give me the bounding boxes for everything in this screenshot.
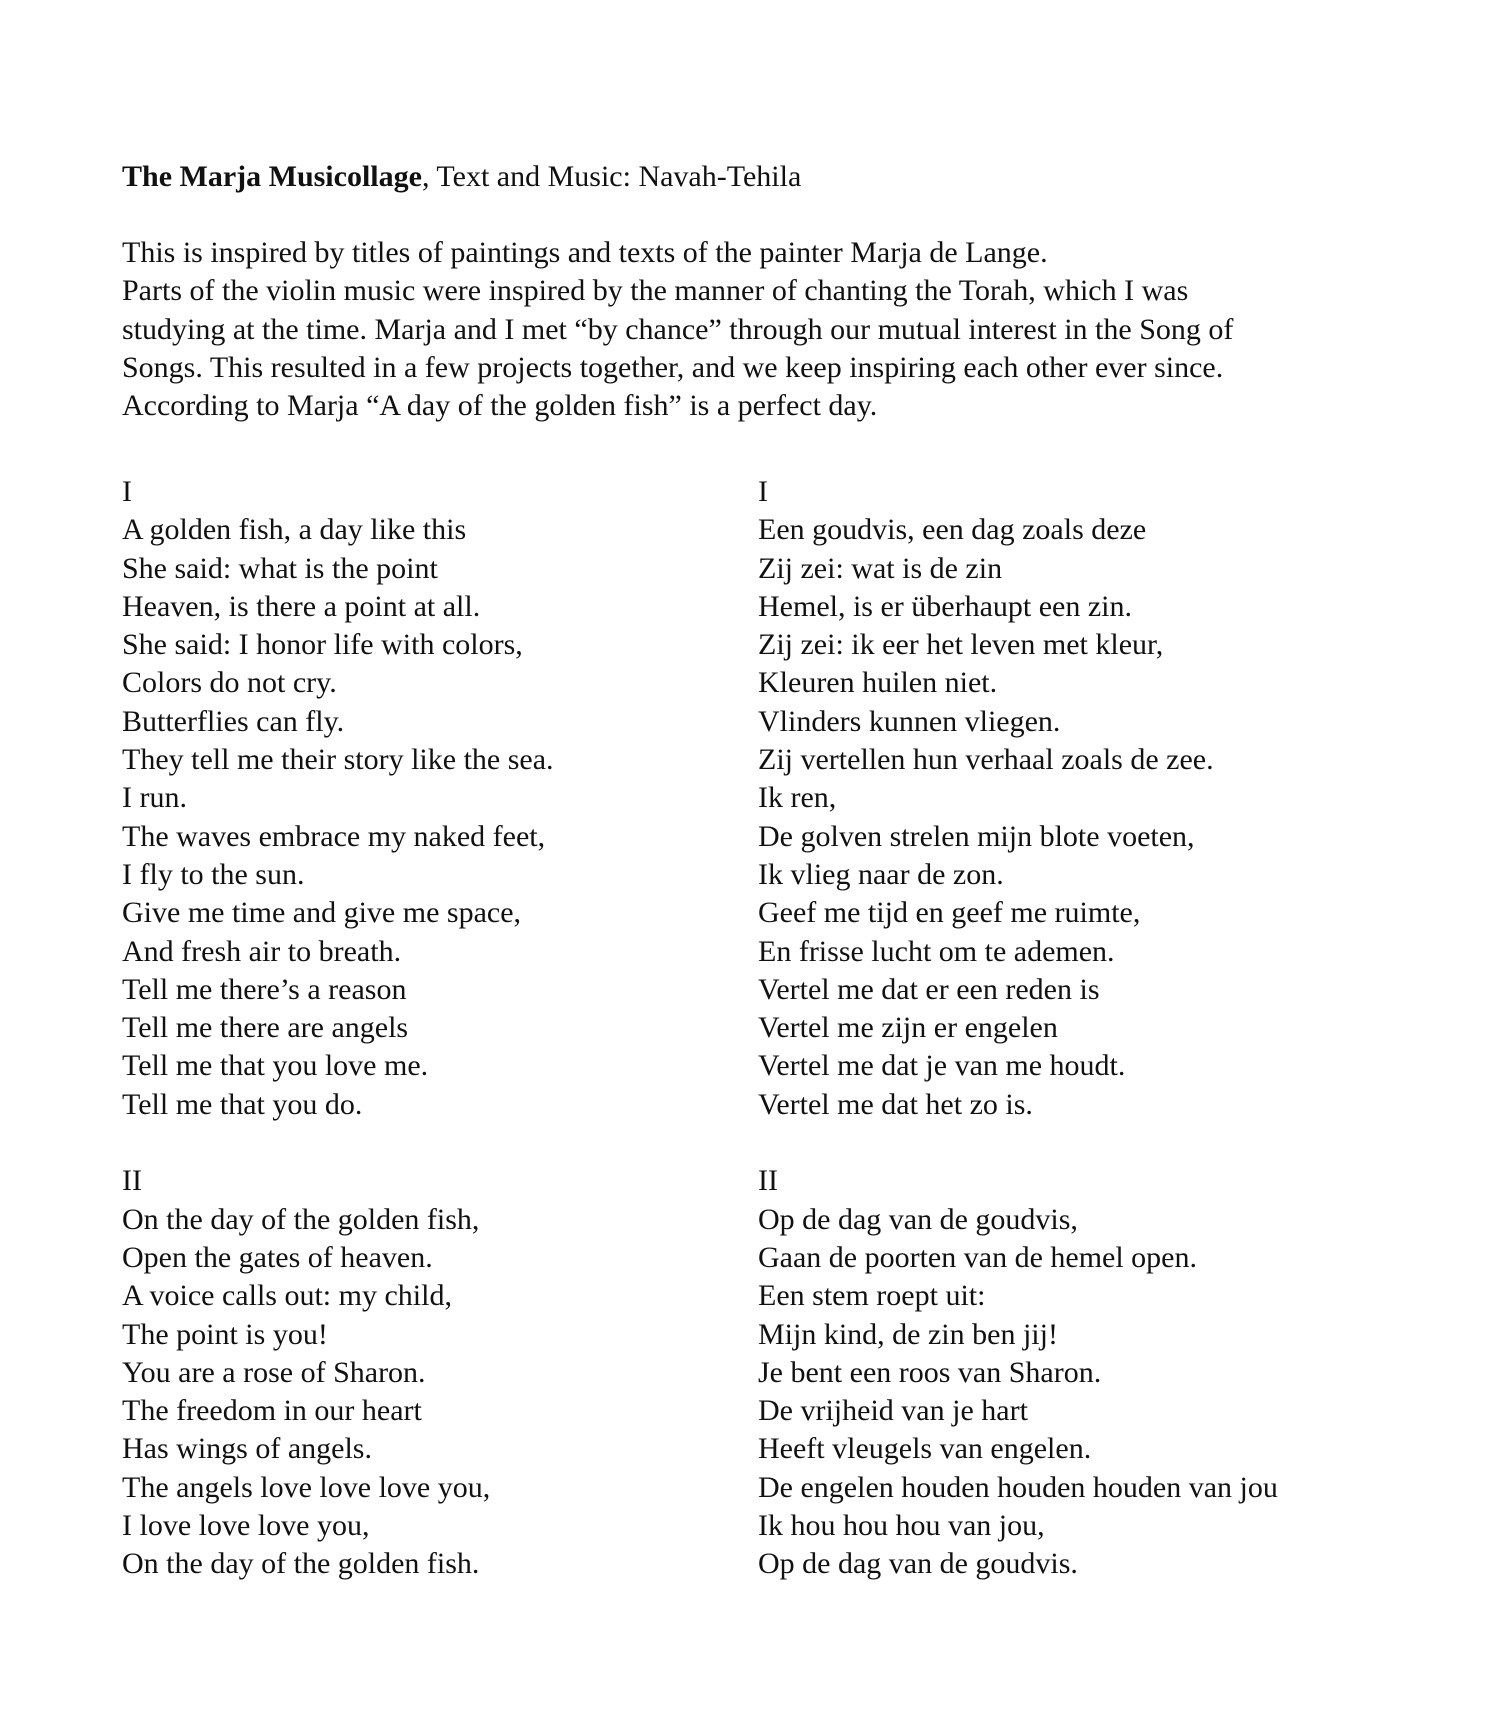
lyric-line: Mijn kind, de zin ben jij! (758, 1317, 1058, 1351)
lyric-line: De golven strelen mijn blote voeten, (758, 819, 1195, 853)
lyric-line: Een stem roept uit: (758, 1279, 986, 1313)
lyric-line: Op de dag van de goudvis, (758, 1202, 1078, 1236)
english-column (122, 473, 742, 1622)
lyric-line: Zij zei: wat is de zin (758, 551, 1003, 585)
lyric-line: Tell me there are angels (122, 1011, 409, 1045)
lyric-line: On the day of the golden fish, (122, 1202, 480, 1236)
document-subtitle: , Text and Music: Navah-Tehila (421, 160, 802, 193)
lyric-line: Ik ren, (758, 781, 837, 815)
dutch-column (758, 473, 1372, 1622)
intro-line: According to Marja “A day of the golden fish” is a perfect day. (122, 389, 878, 423)
lyric-line: Geef me tijd en geef me ruimte, (758, 896, 1141, 930)
lyric-line: Open the gates of heaven. (122, 1240, 433, 1274)
lyric-line: The point is you! (122, 1317, 328, 1351)
lyric-line: I run. (122, 781, 187, 815)
intro-line: This is inspired by titles of paintings and texts of the painter Marja de Lange. (122, 236, 1048, 269)
document-title: The Marja Musicollage (122, 160, 422, 193)
lyric-line: Kleuren huilen niet. (758, 666, 998, 700)
lyric-line: Zij vertellen hun verhaal zoals de zee. (758, 743, 1214, 777)
lyric-line: De vrijheid van je hart (758, 1394, 1028, 1428)
lyric-line: Vlinders kunnen vliegen. (758, 704, 1061, 738)
lyric-line: The freedom in our heart (122, 1394, 422, 1428)
intro-paragraph (122, 234, 1372, 425)
english-stanza-2 (122, 1162, 742, 1583)
stanza-numeral: I (122, 475, 132, 508)
lyric-line: Zij zei: ik eer het leven met kleur, (758, 628, 1164, 662)
dutch-stanza-1 (758, 473, 1372, 1124)
lyric-line: Vertel me dat het zo is. (758, 1087, 1033, 1121)
lyric-line: Ik vlieg naar de zon. (758, 857, 1004, 891)
lyric-line: De engelen houden houden houden van jou (758, 1470, 1278, 1504)
lyric-line: Op de dag van de goudvis. (758, 1547, 1078, 1581)
lyric-line: And fresh air to breath. (122, 934, 402, 968)
document-heading (122, 158, 1372, 196)
lyric-line: Vertel me zijn er engelen (758, 1011, 1058, 1045)
lyric-line: You are a rose of Sharon. (122, 1355, 426, 1389)
stanza-numeral: II (122, 1164, 142, 1198)
lyric-line: En frisse lucht om te ademen. (758, 934, 1115, 968)
lyric-line: They tell me their story like the sea. (122, 743, 554, 777)
lyric-line: Hemel, is er überhaupt een zin. (758, 589, 1133, 623)
lyric-line: Je bent een roos van Sharon. (758, 1355, 1102, 1389)
lyric-line: She said: I honor life with colors, (122, 628, 523, 662)
lyric-line: Een goudvis, een dag zoals deze (758, 513, 1147, 547)
document-page (122, 158, 1372, 1581)
lyric-line: Ik hou hou hou van jou, (758, 1509, 1045, 1543)
lyric-line: The waves embrace my naked feet, (122, 819, 546, 853)
lyric-line: Heeft vleugels van engelen. (758, 1432, 1092, 1466)
lyric-line: Heaven, is there a point at all. (122, 589, 481, 623)
lyric-line: I love love love you, (122, 1509, 370, 1543)
lyric-line: Tell me that you do. (122, 1087, 363, 1121)
lyric-line: On the day of the golden fish. (122, 1547, 480, 1581)
dutch-stanza-2 (758, 1162, 1372, 1583)
lyric-line: The angels love love love you, (122, 1470, 491, 1504)
lyric-line: She said: what is the point (122, 551, 438, 585)
lyric-line: I fly to the sun. (122, 857, 305, 891)
lyric-line: Give me time and give me space, (122, 896, 522, 930)
lyric-line: A golden fish, a day like this (122, 513, 467, 547)
lyric-line: A voice calls out: my child, (122, 1279, 452, 1313)
lyric-line: Gaan de poorten van de hemel open. (758, 1240, 1197, 1274)
lyric-line: Tell me there’s a reason (122, 972, 407, 1006)
stanza-numeral: II (758, 1164, 778, 1198)
lyric-line: Colors do not cry. (122, 666, 337, 700)
lyric-line: Tell me that you love me. (122, 1049, 429, 1083)
intro-line: studying at the time. Marja and I met “by chance” through our mutual interest in the Song of (122, 312, 1234, 346)
intro-line: Parts of the violin music were inspired by the manner of chanting the Torah, which I was (122, 274, 1189, 308)
stanza-numeral: I (758, 475, 768, 508)
english-stanza-1 (122, 473, 742, 1124)
intro-line: Songs. This resulted in a few projects together, and we keep inspiring each other ever since. (122, 350, 1224, 384)
lyric-line: Vertel me dat er een reden is (758, 972, 1100, 1006)
lyric-line: Vertel me dat je van me houdt. (758, 1049, 1126, 1083)
lyric-line: Has wings of angels. (122, 1432, 372, 1466)
lyric-line: Butterflies can fly. (122, 704, 345, 738)
